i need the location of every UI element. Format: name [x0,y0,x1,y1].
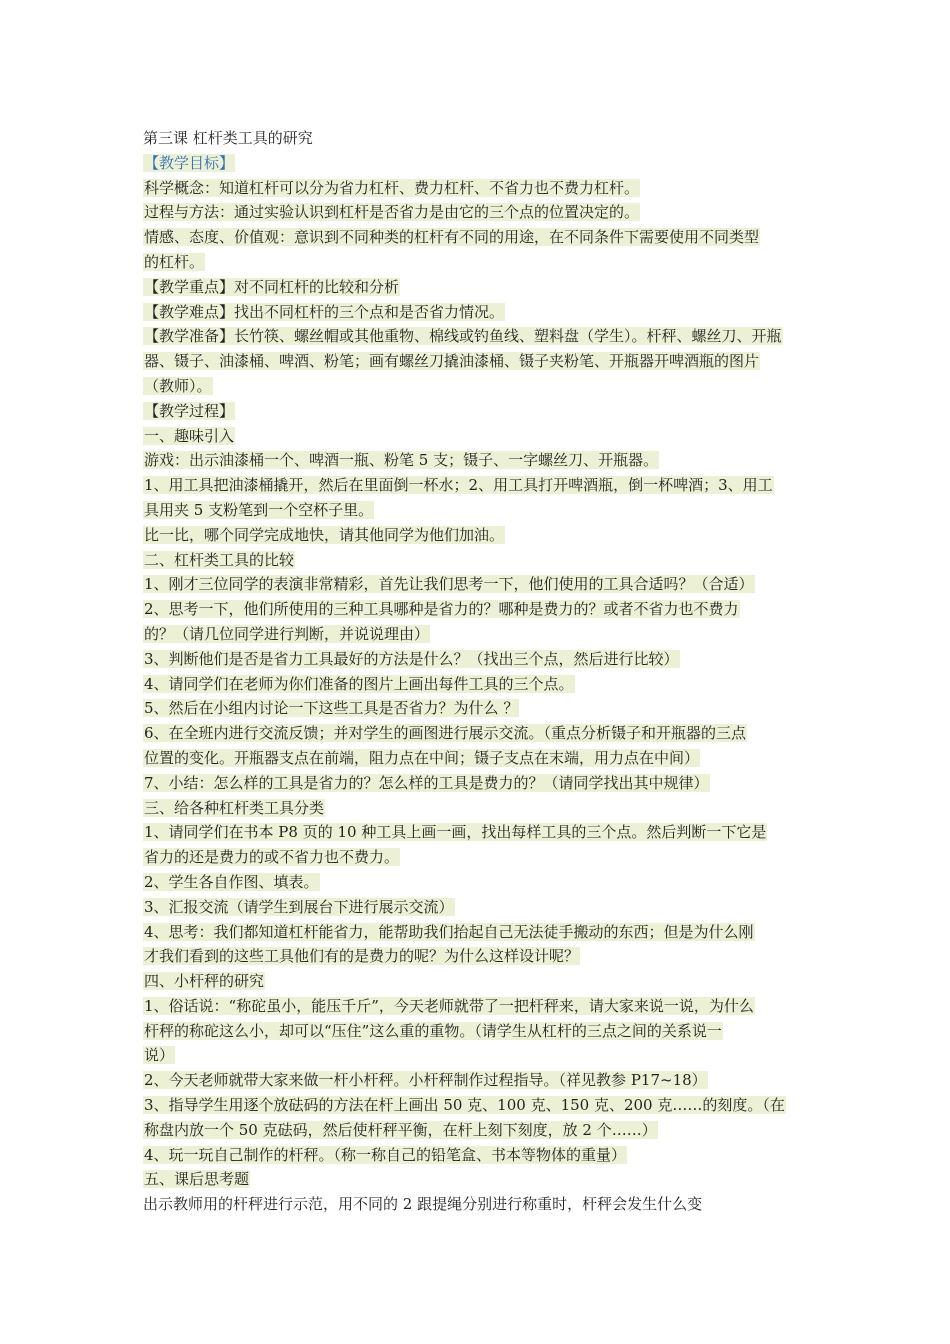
text-line-content: 位置的变化。开瓶器支点在前端，阻力点在中间；镊子支点在末端，用力点在中间） [144,748,700,767]
text-line [143,1093,811,1118]
text-line [143,1043,811,1068]
text-line-content: 杆秤的称砣这么小，却可以“压住”这么重的重物。（请学生从杠杆的三点之间的关系说一 [144,1021,722,1040]
text-line-content: 【教学难点】找出不同杠杆的三个点和是否省力情况。 [144,302,505,321]
text-line-content: 二、杠杆类工具的比较 [144,550,295,569]
text-line-content: 三、给各种杠杆类工具分类 [144,798,325,817]
text-line-content: 2、思考一下，他们所使用的三种工具哪种是省力的？哪种是费力的？或者不省力也不费力 [144,600,739,619]
text-line [143,647,811,672]
text-line [143,176,811,201]
text-line-content: 情感、态度、价值观：意识到不同种类的杠杆有不同的用途，在不同条件下需要使用不同类型 [144,228,760,247]
text-line-content: 7、小结：怎么样的工具是省力的？怎么样的工具是费力的？（请同学找出其中规律） [144,773,709,792]
text-line [143,349,811,374]
text-line [143,1118,811,1143]
text-line [143,746,811,771]
text-line-content: 2、今天老师就带大家来做一杆小杆秤。小杆秤制作过程指导。（祥见教参 P17~18） [144,1071,707,1090]
text-line-content: 四、小杆秤的研究 [144,972,265,991]
document-title [143,126,811,151]
text-line-content: 4、思考：我们都知道杠杆能省力，能帮助我们抬起自己无法徒手搬动的东西；但是为什么刚 [144,922,754,941]
text-line-content: 省力的还是费力的或不省力也不费力。 [144,848,400,867]
text-line-content: 4、请同学们在老师为你们准备的图片上画出每件工具的三个点。 [144,674,574,693]
text-line-content: 2、学生各自作图、填表。 [144,872,319,891]
text-line [143,448,811,473]
text-line [143,969,811,994]
text-line [143,696,811,721]
text-line-content: 出示教师用的杆秤进行示范，用不同的 2 跟提绳分别进行称重时，杆秤会发生什么变 [143,1195,703,1214]
document-page [143,126,811,1217]
text-line [143,870,811,895]
text-line-content: 5、然后在小组内讨论一下这些工具是否省力？为什么 ？ [144,699,519,718]
text-line [143,151,811,176]
text-line [143,796,811,821]
text-line [143,895,811,920]
text-line [143,994,811,1019]
text-line [143,300,811,325]
document-body [143,151,811,1217]
text-line-content: 比一比，哪个同学完成地快，请其他同学为他们加油。 [144,525,505,544]
text-line-content: 6、在全班内进行交流反馈；并对学生的画图进行展示交流。（重点分析镊子和开瓶器的三点 [144,724,747,743]
text-line-content: 【教学重点】对不同杠杆的比较和分析 [144,277,400,296]
text-line-content: 1、刚才三位同学的表演非常精彩，首先让我们思考一下，他们使用的工具合适吗？（合适） [144,575,754,594]
text-line [143,399,811,424]
text-line-content: 【教学过程】 [144,401,235,420]
text-line-content: 游戏：出示油漆桶一个、啤酒一瓶、粉笔 5 支；镊子、一字螺丝刀、开瓶器。 [144,451,659,470]
text-line-content: 才我们看到的这些工具他们有的是费力的呢？为什么这样设计呢？ [144,947,580,966]
text-line-content: 具用夹 5 支粉笔到一个空杯子里。 [144,500,374,519]
text-line [143,672,811,697]
text-line-content: 说） [144,1046,175,1065]
text-line [143,225,811,250]
text-line [143,944,811,969]
text-line [143,250,811,275]
text-line-content: （教师）。 [144,376,212,395]
text-line [143,721,811,746]
text-line-content: 的？（请几位同学进行判断，并说说理由） [144,624,430,643]
text-line [143,473,811,498]
text-line [143,572,811,597]
text-line [143,622,811,647]
text-line-content: 【教学目标】 [144,153,235,172]
text-line-content: 3、汇报交流（请学生到展台下进行展示交流） [144,897,454,916]
text-line-content: 器、镊子、油漆桶、啤酒、粉笔；画有螺丝刀撬油漆桶、镊子夹粉笔、开瓶器开啤酒瓶的图片 [144,352,760,371]
text-line-content: 4、玩一玩自己制作的杆秤。（称一称自己的铅笔盒、书本等物体的重量） [144,1145,627,1164]
text-line [143,523,811,548]
text-line [143,920,811,945]
text-line-content: 1、用工具把油漆桶撬开，然后在里面倒一杯水；2、用工具打开啤酒瓶，倒一杯啤酒；3、用工 [144,476,773,495]
text-line-content: 3、指导学生用逐个放砝码的方法在杆上画出 50 克、100 克、150 克、200 克……的刻度。（在 [144,1096,785,1115]
text-line [143,200,811,225]
text-line [143,1068,811,1093]
text-line [143,1143,811,1168]
text-line [143,597,811,622]
text-line-content: 称盘内放一个 50 克砝码，然后使杆秤平衡，在杆上刻下刻度，放 2 个……） [144,1120,657,1139]
text-line [143,548,811,573]
text-line [143,820,811,845]
text-line [143,424,811,449]
text-line [143,1167,811,1192]
text-line [143,1019,811,1044]
text-line [143,771,811,796]
text-line-content: 五、课后思考题 [144,1170,250,1189]
text-line-content: 一、趣味引入 [144,426,235,445]
text-line [143,275,811,300]
text-line-content: 3、判断他们是否是省力工具最好的方法是什么？（找出三个点，然后进行比较） [144,649,679,668]
text-line-content: 的杠杆。 [144,252,205,271]
text-line [143,845,811,870]
text-line-content: 1、俗话说：“称砣虽小，能压千斤”，今天老师就带了一把杆秤来，请大家来说一说，为什么 [144,996,754,1015]
text-line-content: 1、请同学们在书本 P8 页的 10 种工具上画一画，找出每样工具的三个点。然后判断一下它是 [144,823,767,842]
text-line [143,498,811,523]
document-title-text: 第三课 杠杆类工具的研究 [143,129,313,147]
text-line-content: 【教学准备】长竹筷、螺丝帽或其他重物、棉线或钓鱼线、塑料盘（学生）。杆秤、螺丝刀、开瓶 [144,327,782,346]
text-line [143,324,811,349]
text-line-content: 科学概念：知道杠杆可以分为省力杠杆、费力杠杆、不省力也不费力杠杆。 [144,178,640,197]
text-line-content: 过程与方法：通过实验认识到杠杆是否省力是由它的三个点的位置决定的。 [144,203,640,222]
text-line [143,374,811,399]
text-line [143,1192,811,1217]
